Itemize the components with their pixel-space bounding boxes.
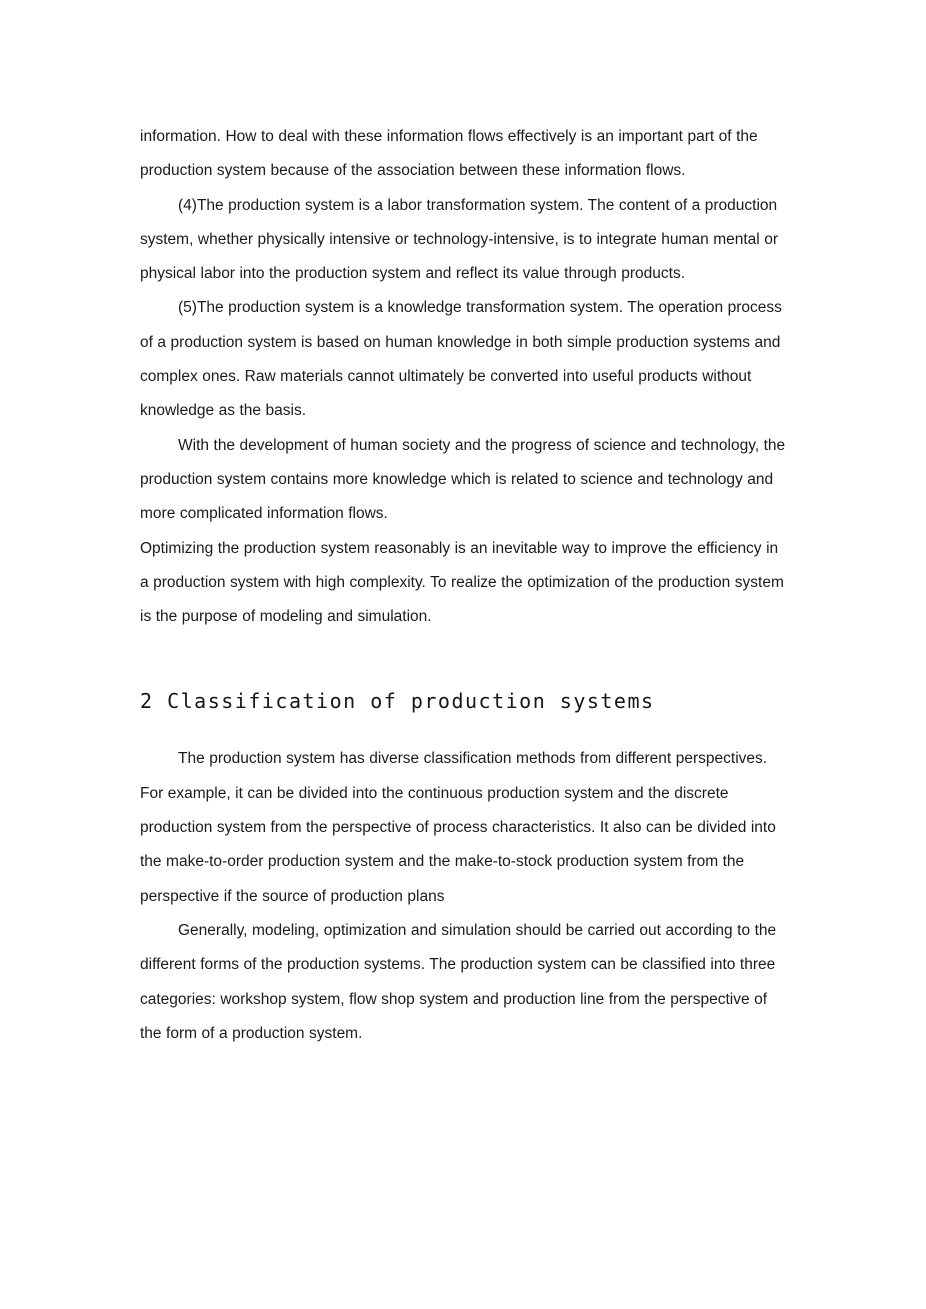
paragraph-information-flows: information. How to deal with these information flows effectively is an important part of the production system because of the association between these information flows. <box>140 128 758 180</box>
document-content <box>140 120 788 1051</box>
paragraph-labor-transformation: (4)The production system is a labor transformation system. The content of a production system, whether physically intensive or technology-intensive, is to integrate human mental or physical labor into the production system and reflect its value through products. <box>140 196 779 283</box>
paragraph-knowledge-transformation: (5)The production system is a knowledge transformation system. The operation process of a production system is based on human knowledge in both simple production systems and complex ones. Raw materials cannot ultimately be converted into useful products without knowledge as the basis. <box>140 299 782 420</box>
section-heading-classification: 2 Classification of production systems <box>140 689 655 714</box>
paragraph-optimizing-production-system: Optimizing the production system reasonably is an inevitable way to improve the efficiency in a production system with high complexity. To realize the optimization of the production system is the purpose of modeling and simulation. <box>140 539 784 626</box>
paragraph-classification-methods: The production system has diverse classification methods from different perspectives. For example, it can be divided into the continuous production system and the discrete production system from the perspective of process characteristics. It also can be divided into the make-to-order production system and the make-to-stock production system from the perspective if the source of production plans <box>140 750 776 905</box>
paragraph-three-categories: Generally, modeling, optimization and simulation should be carried out according to the different forms of the production systems. The production system can be classified into three categories: workshop system, flow shop system and production line from the perspective of the form of a production system. <box>140 921 777 1042</box>
paragraph-development-of-society: With the development of human society and the progress of science and technology, the production system contains more knowledge which is related to science and technology and more complicated information flows. <box>140 436 786 523</box>
